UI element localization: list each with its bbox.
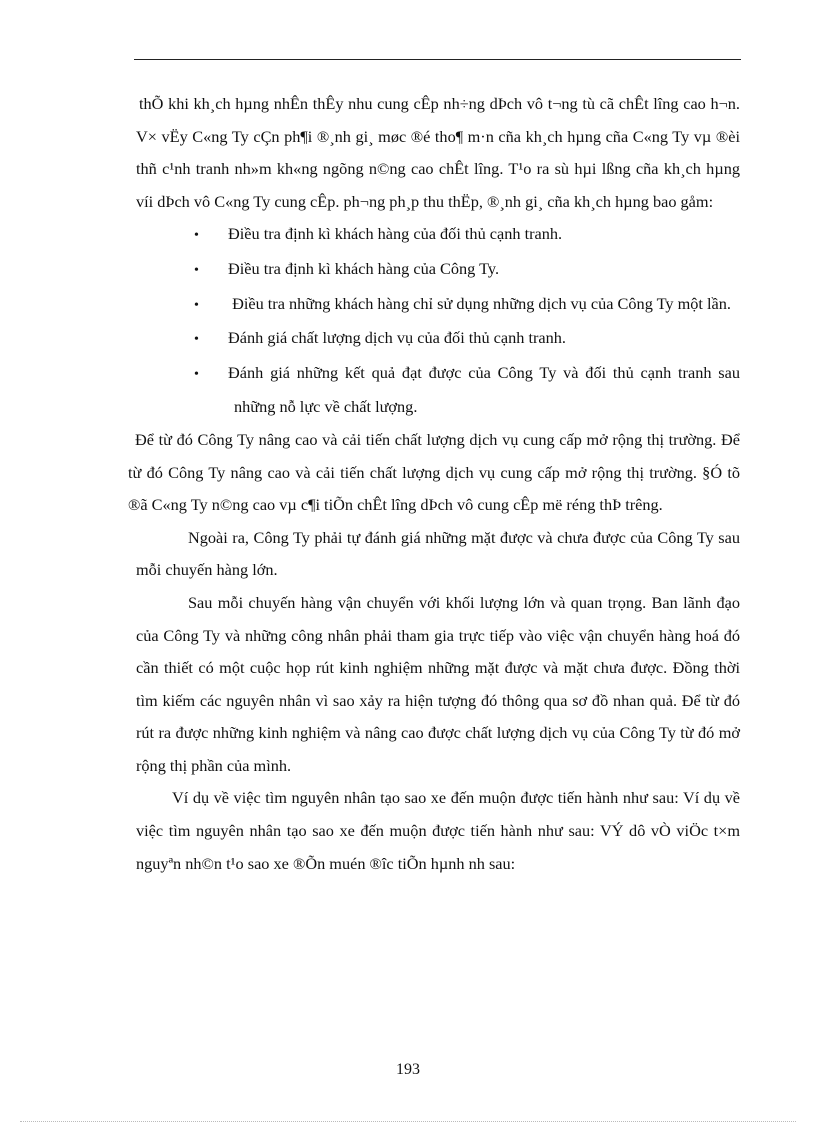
bullet-dot-icon: •	[194, 262, 199, 278]
header-rule	[134, 59, 741, 60]
bullet-item	[136, 288, 740, 323]
bullet-text: Đánh giá những kết quả đạt được của Công Ty và đối thủ cạnh tranh sau những nỗ lực về chất lượng.	[228, 362, 740, 417]
paragraph-1: thÕ khi kh¸ch hµng nhÊn thÊy nhu cung cÊp nh÷ng dÞch vô t¬ng tù cã chÊt lîng cao h¬n. V× vËy C«ng Ty cÇn ph¶i ®¸nh gi¸ møc ®é tho¶ m·n cña kh¸ch hµng cña C«ng Ty vµ ®èi thñ c¹nh tranh nh»m kh«ng ngõng n©ng cao chÊt lîng. T¹o ra sù hµi lßng cña kh¸ch hµng víi dÞch vô C«ng Ty cung cÊp. ph¬ng ph¸p thu thËp, ®¸nh gi¸ cña kh¸ch hµng bao gåm:	[136, 94, 740, 211]
bullet-item	[136, 218, 740, 253]
bullet-text: Đánh giá chất lượng dịch vụ của đối thủ cạnh tranh.	[228, 328, 566, 348]
body-text	[128, 88, 740, 880]
bullet-dot-icon: •	[194, 332, 199, 348]
bullet-text: Điều tra định kì khách hàng của đối thủ cạnh tranh.	[228, 224, 563, 244]
paragraph-5: Ví dụ về việc tìm nguyên nhân tạo sao xe đến muộn được tiến hành như sau: Ví dụ về việc tìm nguyên nhân tạo sao xe đến muộn được tiến hành như sau: VÝ dô vÒ viÖc t×m nguyªn nh©n t¹o sao xe ®Õn muén ®îc tiÕn hµnh nh sau:	[136, 788, 740, 873]
bullet-dot-icon: •	[194, 228, 199, 244]
bullet-dot-icon: •	[194, 297, 199, 313]
footer-rule	[20, 1121, 796, 1122]
bullet-list	[136, 218, 740, 424]
bullet-text: Điều tra định kì khách hàng của Công Ty.	[228, 258, 500, 278]
bullet-item	[136, 322, 740, 357]
bullet-item	[136, 253, 740, 288]
bullet-text: Điều tra những khách hàng chỉ sử dụng những dịch vụ của Công Ty một lần.	[228, 293, 731, 313]
bullet-item	[136, 357, 740, 424]
bullet-dot-icon: •	[194, 366, 199, 382]
paragraph-3: Ngoài ra, Công Ty phải tự đánh giá những mặt được và chưa được của Công Ty sau mỗi chuyến hàng lớn.	[136, 527, 740, 580]
page-number: 193	[396, 1061, 420, 1078]
paragraph-4: Sau mỗi chuyến hàng vận chuyển với khối lượng lớn và quan trọng. Ban lãnh đạo của Công Ty và những công nhân phải tham gia trực tiếp vào việc vận chuyển hàng hoá đó cần thiết có một cuộc họp rút kinh nghiệm những mặt được và mặt chưa được. Đồng thời tìm kiếm các nguyên nhân vì sao xảy ra hiện tượng đó thông qua sơ đồ nhan quả. Để từ đó rút ra được những kinh nghiệm và nâng cao được chất lượng dịch vụ của Công Ty từ đó mở rộng thị phần của mình.	[136, 592, 740, 775]
paragraph-2: Để từ đó Công Ty nâng cao và cải tiến chất lượng dịch vụ cung cấp mở rộng thị trường. Để từ đó Công Ty nâng cao và cải tiến chất lượng dịch vụ cung cấp mở rộng thị trường. §Ó tõ ®ã C«ng Ty n©ng cao vµ c¶i tiÕn chÊt lîng dÞch vô cung cÊp më réng thÞ trêng.	[128, 429, 740, 515]
